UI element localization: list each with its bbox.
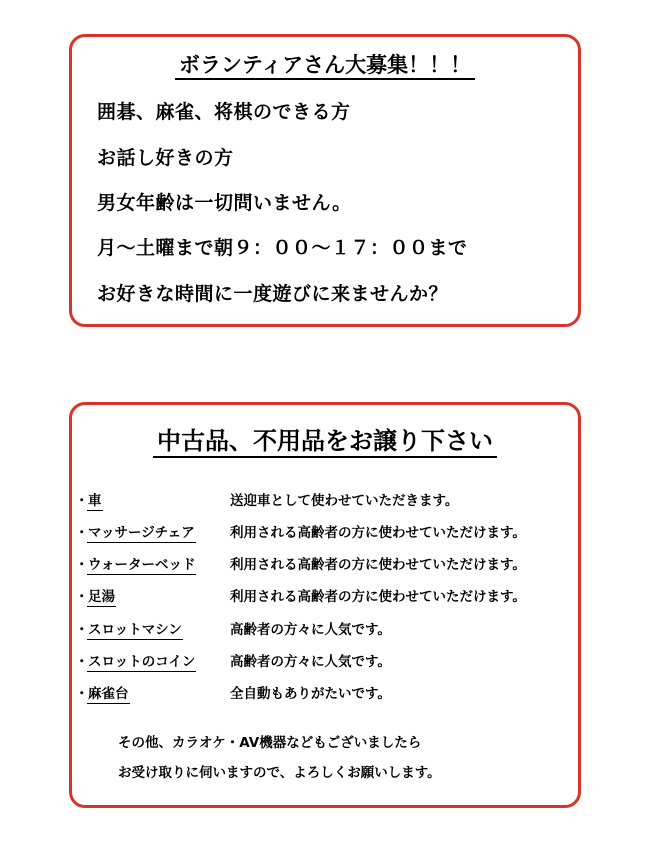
- item-description: 高齢者の方々に人気です。: [230, 622, 391, 638]
- bullet: ・: [75, 525, 89, 541]
- item-name: 麻雀台: [87, 682, 130, 704]
- volunteer-line: お話し好きの方: [97, 147, 234, 169]
- bullet: ・: [75, 557, 89, 573]
- donation-box: [69, 402, 581, 808]
- item-description: 利用される高齢者の方に使わせていただけます。: [230, 525, 526, 541]
- item-name: スロットマシン: [87, 618, 183, 640]
- donation-item: [75, 585, 526, 607]
- bullet: ・: [75, 686, 89, 702]
- item-description: 全自動もありがたいです。: [230, 686, 391, 702]
- donation-item: [75, 650, 391, 672]
- bullet: ・: [75, 493, 89, 509]
- donation-title-text: 中古品、不用品をお譲り下さい: [153, 427, 497, 458]
- item-description: 利用される高齢者の方に使わせていただけます。: [230, 589, 526, 605]
- volunteer-box: [69, 34, 581, 327]
- item-name: スロットのコイン: [87, 650, 196, 672]
- donation-note: お受け取りに伺いますので、よろしくお願いします。: [118, 765, 441, 781]
- item-name: マッサージチェア: [87, 521, 196, 543]
- donation-note: その他、カラオケ・AV機器などもございましたら: [118, 735, 422, 751]
- bullet: ・: [75, 589, 89, 605]
- volunteer-line: 月～土曜まで朝９：００～１７：００まで: [97, 237, 468, 259]
- bullet: ・: [75, 622, 89, 638]
- donation-item: [75, 521, 526, 543]
- donation-item: [75, 682, 391, 704]
- item-description: 利用される高齢者の方に使わせていただけます。: [230, 557, 526, 573]
- item-name: 車: [87, 489, 103, 511]
- donation-item: [75, 489, 459, 511]
- donation-item: [75, 618, 391, 640]
- item-name: ウォーターベッド: [87, 553, 196, 575]
- volunteer-line: 囲碁、麻雀、将棋のできる方: [97, 101, 351, 123]
- volunteer-line: 男女年齢は一切問いません。: [97, 192, 352, 214]
- item-description: 高齢者の方々に人気です。: [230, 654, 391, 670]
- bullet: ・: [75, 654, 89, 670]
- item-name: 足湯: [87, 585, 116, 607]
- item-description: 送迎車として使わせていただきます。: [230, 493, 459, 509]
- donation-title: [72, 421, 578, 456]
- volunteer-title: [72, 49, 578, 79]
- volunteer-line: お好きな時間に一度遊びに来ませんか？: [97, 283, 449, 305]
- volunteer-title-text: ボランティアさん大募集！！！: [175, 53, 475, 80]
- donation-item: [75, 553, 526, 575]
